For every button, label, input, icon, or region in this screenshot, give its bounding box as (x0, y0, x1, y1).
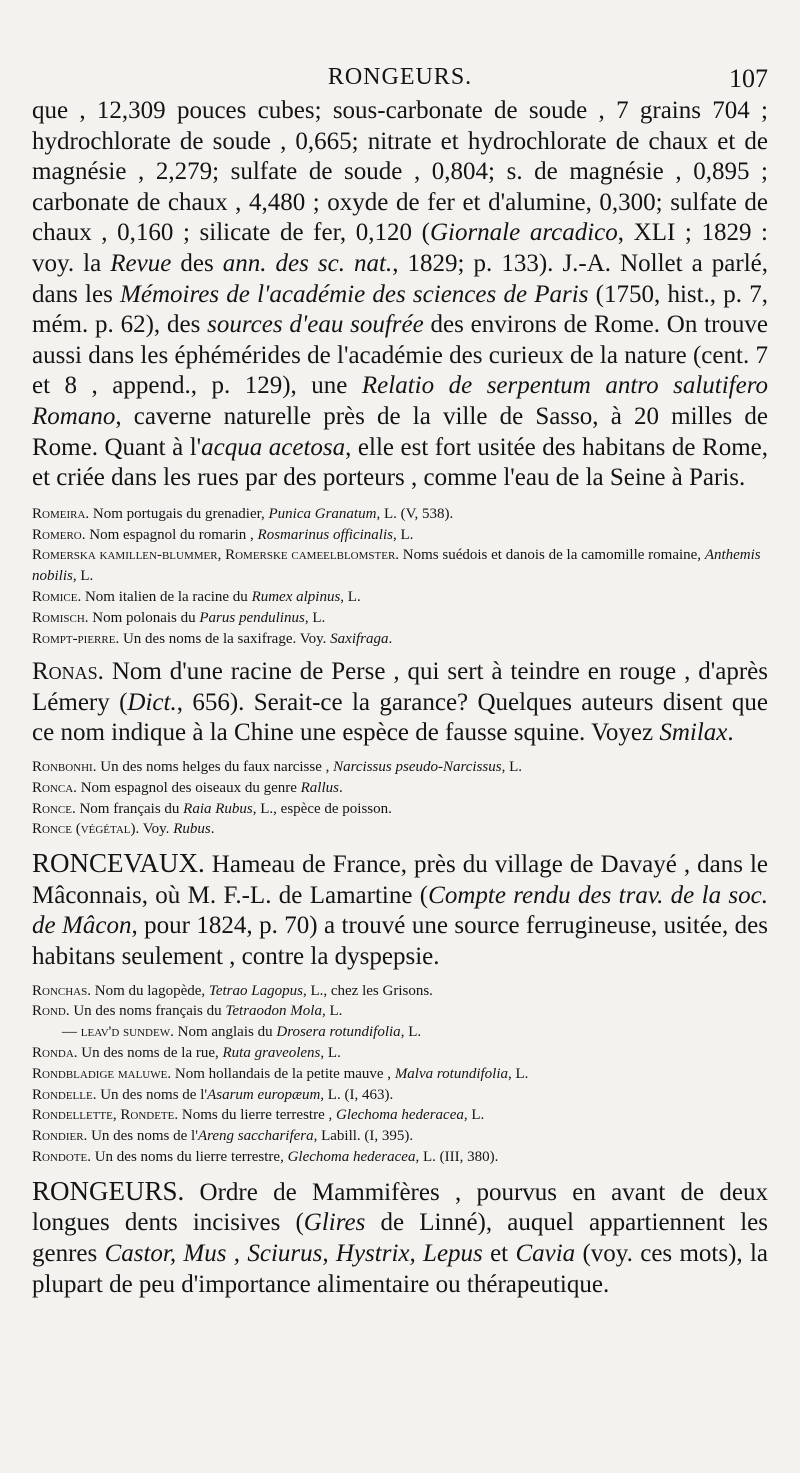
entry-romisch: Romisch. Nom polonais du Parus pendulinus, L. (32, 609, 326, 626)
entry-rondote: Rondote. Un des noms du lierre terrestre, Glechoma hederacea, L. (III, 380). (32, 1149, 499, 1166)
entry-group-romeira (32, 504, 768, 650)
entry-rondbladige: Rondbladige maluwe. Nom hollandais de la petite mauve , Malva rotundifolia, L. (32, 1065, 529, 1082)
entry-ronce-vegetal: Ronce (végétal). Voy. Rubus. (32, 821, 215, 838)
page-body (32, 96, 768, 1300)
entry-rondellette: Rondellette, Rondete. Noms du lierre terrestre , Glechoma hederacea, L. (32, 1107, 485, 1124)
entry-rondelle: Rondelle. Un des noms de l'Asarum europæum, L. (I, 463). (32, 1086, 394, 1103)
entry-roncevaux: RONCEVAUX. Hameau de France, près du village de Davayé , dans le Mâconnais, où M. F.-L. de Lamartine (Compte rendu des trav. de la soc. de Mâcon, pour 1824, p. 70) a trouvé une source ferrugineuse, usitée, des habitans seulement , contre la dyspepsie. (32, 848, 768, 971)
entry-leavd-sundew: — leav'd sundew. Nom anglais du Drosera rotundifolia, L. (62, 1024, 422, 1041)
entry-rompt-pierre: Rompt-pierre. Un des noms de la saxifrage. Voy. Saxifraga. (32, 630, 393, 647)
entry-romero: Romero. Nom espagnol du romarin , Rosmarinus officinalis, L. (32, 526, 414, 543)
page-number: 107 (729, 64, 768, 93)
entry-group-ronbonhi (32, 757, 768, 840)
entry-ronda: Ronda. Un des noms de la rue, Ruta graveolens, L. (32, 1045, 341, 1062)
entry-ronbonhi: Ronbonhi. Un des noms helges du faux narcisse , Narcissus pseudo-Narcissus, L. (32, 759, 523, 776)
entry-ronchas: Ronchas. Nom du lagopède, Tetrao Lagopus, L., chez les Grisons. (32, 982, 433, 999)
entry-romerska: Romerska kamillen-blummer, Romerske cameelblomster. Noms suédois et danois de la camomille romaine, Anthemis nobilis, L. (32, 547, 761, 585)
entry-group-ronchas (32, 981, 768, 1168)
entry-ronca: Ronca. Nom espagnol des oiseaux du genre Rallus. (32, 779, 343, 796)
entry-rond: Rond. Un des noms français du Tetraodon Mola, L. (32, 1003, 343, 1020)
entry-romice: Romice. Nom italien de la racine du Rumex alpinus, L. (32, 588, 361, 605)
entry-ronce: Ronce. Nom français du Raia Rubus, L., espèce de poisson. (32, 800, 392, 817)
entry-ronas: Ronas. Nom d'une racine de Perse , qui sert à teindre en rouge , d'après Lémery (Dict., 656). Serait-ce la garance? Quelques auteurs disent que ce nom indique à la Chine une espèce de fausse squine. Voyez Smilax. (32, 658, 768, 747)
entry-rongeurs: RONGEURS. Ordre de Mammifères , pourvus en avant de deux longues dents incisives (Glires de Linné), auquel appartiennent les genres Castor, Mus , Sciurus, Hystrix, Lepus et Cavia (voy. ces mots), la plupart de peu d'importance alimentaire ou thérapeutique. (32, 1175, 768, 1298)
entry-romeira: Romeira. Nom portugais du grenadier, Punica Granatum, L. (V, 538). (32, 505, 454, 522)
running-head: RONGEURS. (327, 64, 473, 90)
paragraph-continued: que , 12,309 pouces cubes; sous-carbonate de soude , 7 grains 704 ; hydrochlorate de soude , 0,665; nitrate et hydrochlorate de chaux et de magnésie , 2,279; sulfate de soude , 0,804; s. de magnésie , 0,895 ; carbonate de chaux , 4,480 ; oxyde de fer et d'alumine, 0,300; sulfate de chaux , 0,160 ; silicate de fer, 0,120 (Giornale arcadico, XLI ; 1829 : voy. la Revue des ann. des sc. nat., 1829; p. 133). J.-A. Nollet a parlé, dans les Mémoires de l'académie des sciences de Paris (1750, hist., p. 7, mém. p. 62), des sources d'eau soufrée des environs de Rome. On trouve aussi dans les éphémérides de l'académie des curieux de la nature (cent. 7 et 8 , append., p. 129), une Relatio de serpentum antro salutifero Romano, caverne naturelle près de la ville de Sasso, à 20 milles de Rome. Quant à l'acqua acetosa, elle est fort usitée des habitans de Rome, et criée dans les rues par des porteurs , comme l'eau de la Seine à Paris. (32, 97, 769, 492)
entry-rondier: Rondier. Un des noms de l'Areng saccharifera, Labill. (I, 395). (32, 1128, 414, 1145)
page-header (0, 64, 800, 98)
